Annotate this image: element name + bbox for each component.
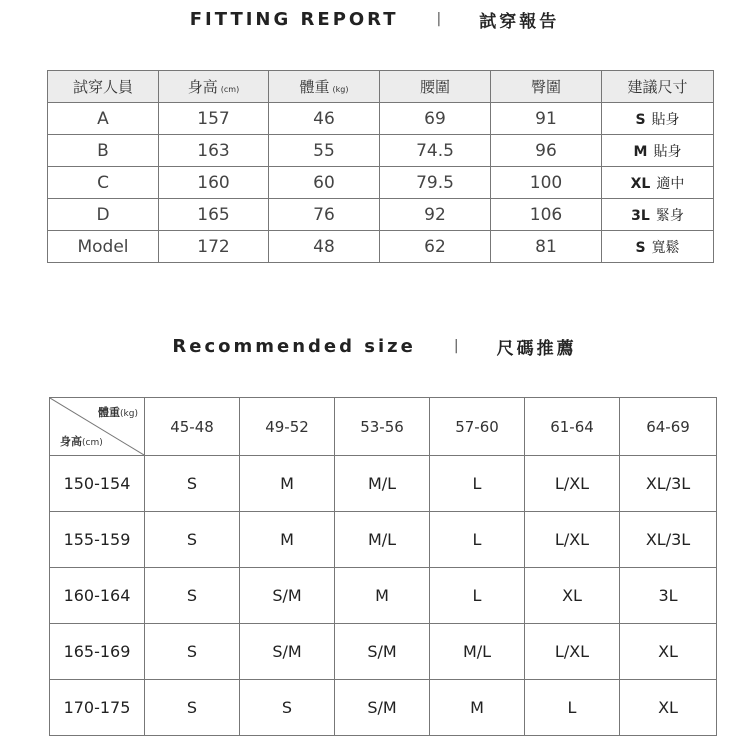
size-cell: S — [145, 512, 240, 568]
corner-weight-label: 體重(kg) — [98, 406, 138, 419]
size-cell: S/M — [335, 624, 430, 680]
size-cell: M — [240, 456, 335, 512]
size-cell: S/M — [240, 568, 335, 624]
cell-waist: 92 — [380, 199, 491, 231]
height-range-cell: 170-175 — [50, 680, 145, 736]
size-cell: L — [525, 680, 620, 736]
header-hip: 臀圍 — [491, 71, 602, 103]
size-cell: XL — [620, 624, 717, 680]
fit-description: 貼身 — [651, 111, 680, 128]
height-range-cell: 165-169 — [50, 624, 145, 680]
fit-description: 適中 — [656, 175, 685, 192]
size-cell: L/XL — [525, 624, 620, 680]
cell-weight: 46 — [269, 103, 380, 135]
fitting-report-title-zh: 試穿報告 — [479, 11, 560, 32]
cell-weight: 55 — [269, 135, 380, 167]
size-cell: L/XL — [525, 456, 620, 512]
cell-person: B — [48, 135, 159, 167]
height-range-cell: 160-164 — [50, 568, 145, 624]
cell-person: A — [48, 103, 159, 135]
size-cell: XL/3L — [620, 456, 717, 512]
fit-description: 貼身 — [653, 143, 682, 160]
header-height: 身高 (cm) — [159, 71, 269, 103]
corner-height-label: 身高(cm) — [60, 435, 103, 448]
cell-waist: 69 — [380, 103, 491, 135]
size-cell: 3L — [620, 568, 717, 624]
cell-height: 160 — [159, 167, 269, 199]
cell-person: D — [48, 199, 159, 231]
weight-range-header: 53-56 — [335, 398, 430, 456]
cell-recommended-size — [602, 231, 714, 263]
size-cell: L/XL — [525, 512, 620, 568]
size-cell: XL — [620, 680, 717, 736]
weight-range-header: 57-60 — [430, 398, 525, 456]
fitting-row — [48, 103, 714, 135]
fitting-header-row — [48, 71, 714, 103]
cell-waist: 74.5 — [380, 135, 491, 167]
weight-range-header: 49-52 — [240, 398, 335, 456]
cell-weight: 76 — [269, 199, 380, 231]
fit-description: 緊身 — [655, 207, 684, 224]
cell-hip: 81 — [491, 231, 602, 263]
height-range-cell: 155-159 — [50, 512, 145, 568]
cell-weight: 60 — [269, 167, 380, 199]
cell-recommended-size — [602, 135, 714, 167]
weight-range-header: 64-69 — [620, 398, 717, 456]
size-cell: L — [430, 456, 525, 512]
size-cell: L — [430, 568, 525, 624]
cell-hip: 100 — [491, 167, 602, 199]
size-cell: XL/3L — [620, 512, 717, 568]
size-cell: M/L — [335, 456, 430, 512]
fit-description: 寬鬆 — [651, 239, 680, 256]
size-row — [50, 512, 717, 568]
header-weight: 體重 (kg) — [269, 71, 380, 103]
size-cell: M/L — [335, 512, 430, 568]
fitting-row — [48, 135, 714, 167]
cell-waist: 62 — [380, 231, 491, 263]
cell-person: C — [48, 167, 159, 199]
size-value: 3L — [631, 207, 650, 224]
size-value: S — [635, 239, 646, 256]
size-cell: S — [145, 568, 240, 624]
size-header-row — [50, 398, 717, 456]
title-separator: | — [436, 11, 442, 27]
cell-height: 172 — [159, 231, 269, 263]
weight-range-header: 61-64 — [525, 398, 620, 456]
weight-range-header: 45-48 — [145, 398, 240, 456]
size-value: S — [635, 111, 646, 128]
size-row — [50, 680, 717, 736]
size-cell: M — [430, 680, 525, 736]
fitting-row — [48, 231, 714, 263]
cell-hip: 106 — [491, 199, 602, 231]
recommended-size-title — [0, 333, 749, 359]
cell-hip: 91 — [491, 103, 602, 135]
fitting-row — [48, 199, 714, 231]
size-cell: XL — [525, 568, 620, 624]
size-row — [50, 624, 717, 680]
fitting-report-table — [47, 70, 714, 263]
size-cell: M — [240, 512, 335, 568]
title-separator: | — [453, 338, 459, 354]
height-range-cell: 150-154 — [50, 456, 145, 512]
size-row — [50, 568, 717, 624]
size-cell: S — [240, 680, 335, 736]
cell-height: 157 — [159, 103, 269, 135]
recommended-size-title-zh: 尺碼推薦 — [496, 338, 577, 359]
size-cell: M/L — [430, 624, 525, 680]
size-value: XL — [630, 175, 651, 192]
size-cell: S/M — [240, 624, 335, 680]
size-cell: L — [430, 512, 525, 568]
header-recommended-size: 建議尺寸 — [602, 71, 714, 103]
header-person: 試穿人員 — [48, 71, 159, 103]
size-cell: S — [145, 624, 240, 680]
fitting-report-title-en: FITTING REPORT — [189, 8, 399, 30]
cell-recommended-size — [602, 199, 714, 231]
fitting-row — [48, 167, 714, 199]
size-cell: S — [145, 680, 240, 736]
header-waist: 腰圍 — [380, 71, 491, 103]
cell-recommended-size — [602, 167, 714, 199]
size-cell: S/M — [335, 680, 430, 736]
size-value: M — [633, 143, 648, 160]
size-recommendation-table — [49, 397, 717, 736]
cell-recommended-size — [602, 103, 714, 135]
fitting-report-title — [0, 6, 749, 32]
cell-height: 165 — [159, 199, 269, 231]
cell-weight: 48 — [269, 231, 380, 263]
size-cell: M — [335, 568, 430, 624]
cell-waist: 79.5 — [380, 167, 491, 199]
recommended-size-title-en: Recommended size — [172, 335, 416, 357]
corner-header-cell — [50, 398, 145, 456]
cell-height: 163 — [159, 135, 269, 167]
cell-hip: 96 — [491, 135, 602, 167]
size-cell: S — [145, 456, 240, 512]
cell-person: Model — [48, 231, 159, 263]
size-row — [50, 456, 717, 512]
